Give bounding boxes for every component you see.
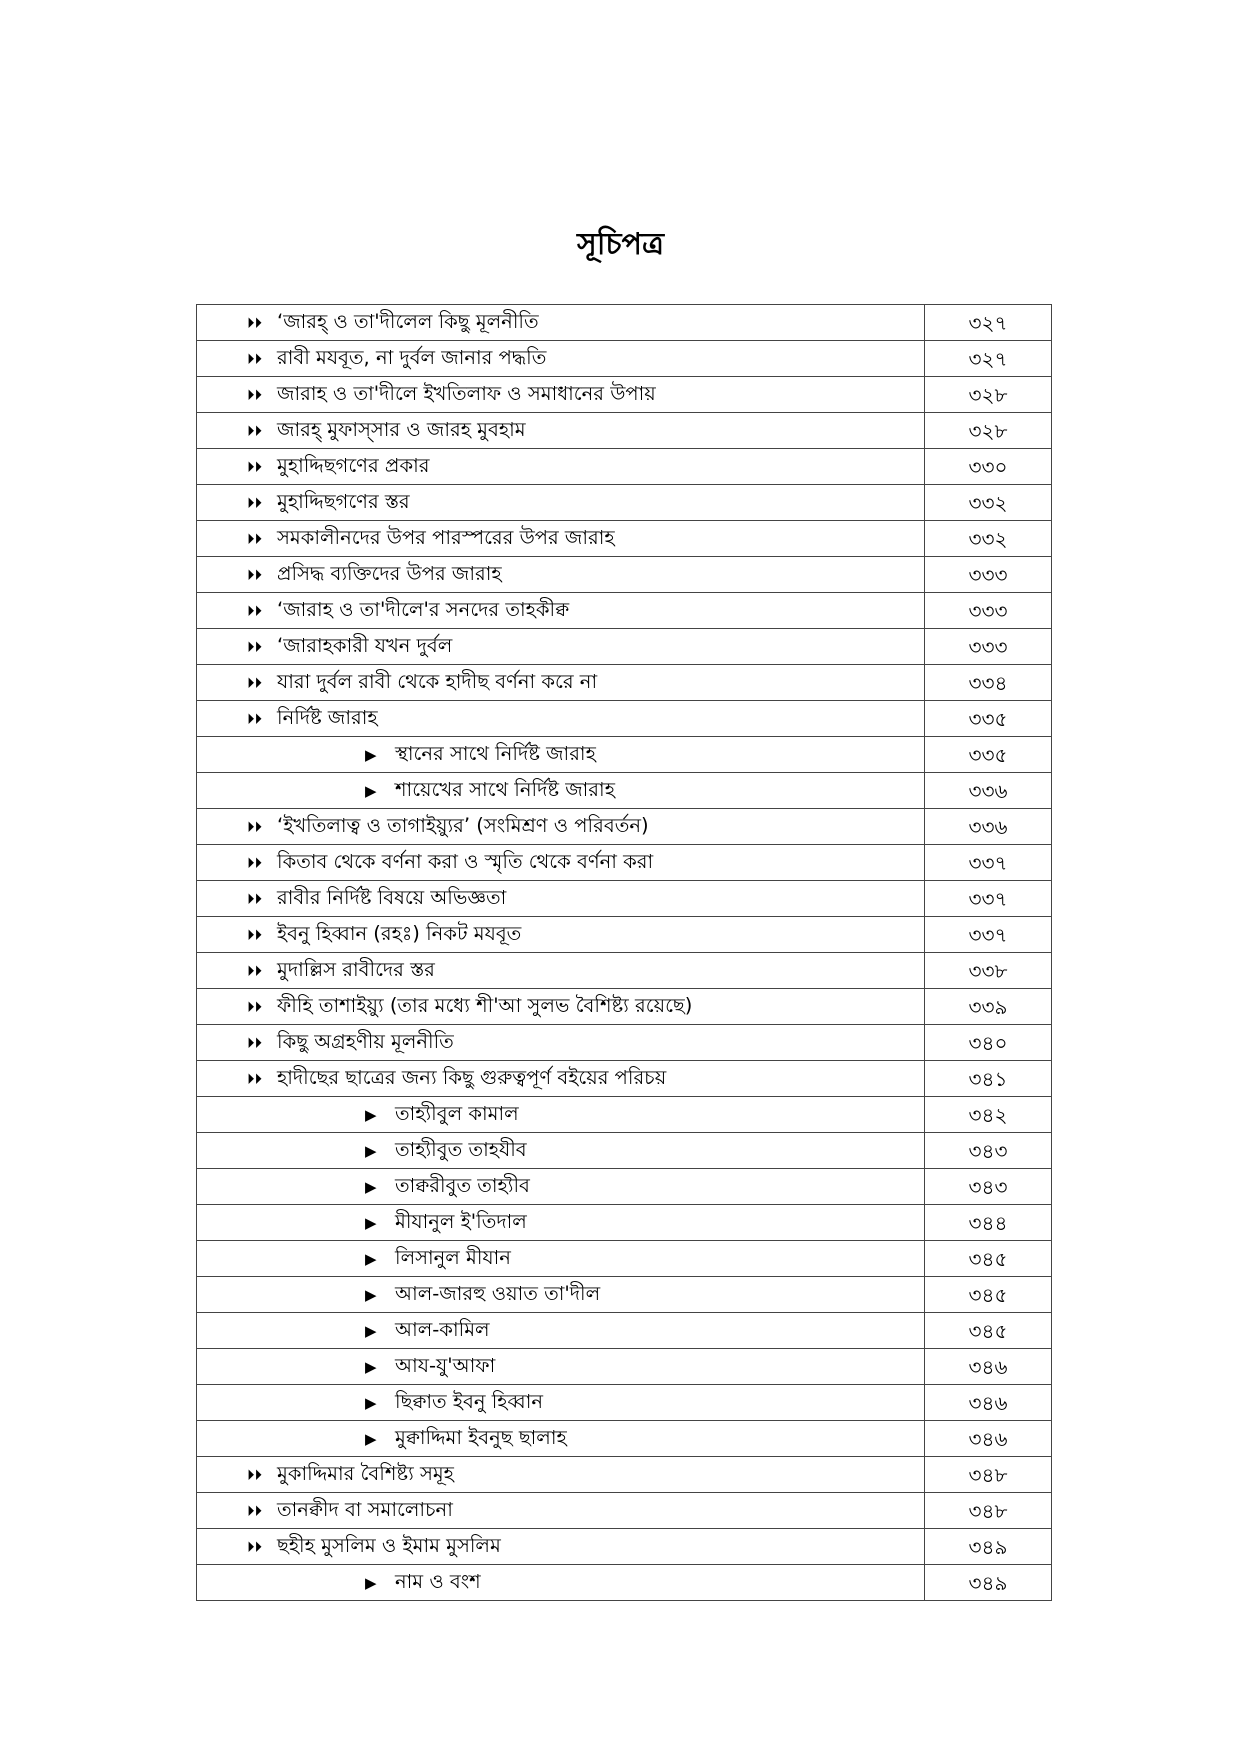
toc-sub-entry xyxy=(197,1097,519,1132)
toc-entry-cell xyxy=(197,773,925,809)
toc-main-entry xyxy=(197,1025,454,1060)
toc-row xyxy=(197,1277,1052,1313)
toc-page-number: ৩৪৯ xyxy=(925,1529,1052,1565)
toc-page-number: ৩৩৬ xyxy=(925,773,1052,809)
toc-page-number: ৩২৮ xyxy=(925,377,1052,413)
toc-sub-entry xyxy=(197,1313,490,1348)
toc-entry-title: তানক্বীদ বা সমালোচনা xyxy=(277,1498,453,1521)
toc-entry-title: রাবী মযবূত, না দুর্বল জানার পদ্ধতি xyxy=(277,346,547,369)
triangle-arrow-icon: ▶ xyxy=(365,782,377,800)
toc-sub-entry xyxy=(197,1565,481,1600)
toc-entry-title: রাবীর নির্দিষ্ট বিষয়ে অভিজ্ঞতা xyxy=(277,886,507,909)
toc-entry-cell xyxy=(197,737,925,773)
double-arrow-icon: ⏵⏵ xyxy=(247,1034,263,1052)
double-arrow-icon: ⏵⏵ xyxy=(247,350,263,368)
triangle-arrow-icon: ▶ xyxy=(365,1106,377,1124)
toc-row xyxy=(197,1565,1052,1601)
toc-entry-title: ‘জারহ্ ও তা'দীলেল কিছু মূলনীতি xyxy=(277,310,539,333)
toc-entry-cell xyxy=(197,953,925,989)
toc-entry-cell xyxy=(197,1313,925,1349)
toc-row xyxy=(197,557,1052,593)
toc-page-number: ৩৩৩ xyxy=(925,557,1052,593)
toc-entry-cell xyxy=(197,1349,925,1385)
toc-page-number: ৩৩৩ xyxy=(925,593,1052,629)
toc-row xyxy=(197,953,1052,989)
toc-entry-cell xyxy=(197,1025,925,1061)
toc-sub-entry xyxy=(197,1277,600,1312)
toc-entry-title: শায়েখের সাথে নির্দিষ্ট জারাহ xyxy=(395,778,615,801)
double-arrow-icon: ⏵⏵ xyxy=(247,1502,263,1520)
toc-sub-entry xyxy=(197,1349,495,1384)
toc-row xyxy=(197,629,1052,665)
toc-entry-title: লিসানুল মীযান xyxy=(395,1246,511,1269)
toc-row xyxy=(197,665,1052,701)
toc-entry-title: মুদাল্লিস রাবীদের স্তর xyxy=(277,958,435,981)
toc-page-number: ৩৩৪ xyxy=(925,665,1052,701)
toc-row xyxy=(197,1385,1052,1421)
toc-entry-cell xyxy=(197,593,925,629)
toc-main-entry xyxy=(197,629,452,664)
triangle-arrow-icon: ▶ xyxy=(365,1574,377,1592)
toc-entry-title: কিতাব থেকে বর্ণনা করা ও স্মৃতি থেকে বর্ণনা করা xyxy=(277,850,654,873)
toc-entry-cell xyxy=(197,809,925,845)
double-arrow-icon: ⏵⏵ xyxy=(247,494,263,512)
double-arrow-icon: ⏵⏵ xyxy=(247,530,263,548)
toc-entry-title: ছিক্বাত ইবনু হিব্বান xyxy=(395,1390,543,1413)
toc-sub-entry xyxy=(197,1133,527,1168)
toc-page-number: ৩৪৩ xyxy=(925,1133,1052,1169)
toc-entry-title: মুক্বাদ্দিমা ইবনুছ ছালাহ xyxy=(395,1426,567,1449)
toc-main-entry xyxy=(197,953,435,988)
toc-page-number: ৩৩৬ xyxy=(925,809,1052,845)
toc-entry-title: নাম ও বংশ xyxy=(395,1570,481,1593)
toc-entry-cell xyxy=(197,521,925,557)
toc-entry-cell xyxy=(197,1241,925,1277)
toc-row xyxy=(197,701,1052,737)
toc-entry-cell xyxy=(197,845,925,881)
toc-main-entry xyxy=(197,1061,666,1096)
toc-entry-cell xyxy=(197,485,925,521)
triangle-arrow-icon: ▶ xyxy=(365,1394,377,1412)
triangle-arrow-icon: ▶ xyxy=(365,746,377,764)
toc-main-entry xyxy=(197,917,521,952)
toc-entry-title: ছহীহ মুসলিম ও ইমাম মুসলিম xyxy=(277,1534,501,1557)
toc-entry-title: আল-জারহু ওয়াত তা'দীল xyxy=(395,1282,601,1305)
toc-main-entry xyxy=(197,593,569,628)
toc-page-number: ৩৪৮ xyxy=(925,1493,1052,1529)
toc-page-number: ৩৪৮ xyxy=(925,1457,1052,1493)
toc-row xyxy=(197,485,1052,521)
toc-page-number: ৩৩৯ xyxy=(925,989,1052,1025)
toc-main-entry xyxy=(197,305,539,340)
toc-entry-title: মুহাদ্দিছগণের স্তর xyxy=(277,490,410,513)
toc-main-entry xyxy=(197,485,410,520)
toc-row xyxy=(197,1457,1052,1493)
toc-row xyxy=(197,1097,1052,1133)
toc-page-number: ৩৪০ xyxy=(925,1025,1052,1061)
triangle-arrow-icon: ▶ xyxy=(365,1178,377,1196)
double-arrow-icon: ⏵⏵ xyxy=(247,602,263,620)
toc-page-number: ৩৩৮ xyxy=(925,953,1052,989)
toc-row xyxy=(197,737,1052,773)
toc-page-number: ৩৩০ xyxy=(925,449,1052,485)
toc-entry-cell xyxy=(197,1277,925,1313)
toc-entry-cell xyxy=(197,1169,925,1205)
toc-entry-cell xyxy=(197,629,925,665)
double-arrow-icon: ⏵⏵ xyxy=(247,890,263,908)
toc-entry-title: মুকাদ্দিমার বৈশিষ্ট্য সমূহ xyxy=(277,1462,454,1485)
toc-entry-title: কিছু অগ্রহণীয় মূলনীতি xyxy=(277,1030,454,1053)
toc-entry-title: আয-যু'আফা xyxy=(395,1354,496,1377)
double-arrow-icon: ⏵⏵ xyxy=(247,710,263,728)
toc-entry-title: ফীহি তাশাইয়্যু (তার মধ্যে শী'আ সুলভ বৈশিষ্ট্য রয়েছে) xyxy=(277,994,693,1017)
toc-entry-title: হাদীছের ছাত্রের জন্য কিছু গুরুত্বপূর্ণ বইয়ের পরিচয় xyxy=(277,1066,667,1089)
toc-row xyxy=(197,413,1052,449)
toc-entry-cell xyxy=(197,1385,925,1421)
toc-page-number: ৩৪৫ xyxy=(925,1277,1052,1313)
toc-page-number: ৩৩২ xyxy=(925,521,1052,557)
toc-entry-cell xyxy=(197,305,925,341)
toc-row xyxy=(197,341,1052,377)
toc-row xyxy=(197,1421,1052,1457)
toc-page-number: ৩৪১ xyxy=(925,1061,1052,1097)
toc-sub-entry xyxy=(197,737,596,772)
toc-sub-entry xyxy=(197,1385,543,1420)
toc-entry-cell xyxy=(197,701,925,737)
toc-page-number: ৩৩৭ xyxy=(925,881,1052,917)
toc-entry-cell xyxy=(197,557,925,593)
toc-entry-title: জারাহ ও তা'দীলে ইখতিলাফ ও সমাধানের উপায় xyxy=(277,382,656,405)
toc-page-number: ৩৪৪ xyxy=(925,1205,1052,1241)
toc-entry-title: ‘জারাহ ও তা'দীলে'র সনদের তাহকীক্ব xyxy=(277,598,570,621)
toc-page-number: ৩৩৫ xyxy=(925,701,1052,737)
toc-entry-cell xyxy=(197,989,925,1025)
toc-row xyxy=(197,1241,1052,1277)
toc-row xyxy=(197,1349,1052,1385)
triangle-arrow-icon: ▶ xyxy=(365,1430,377,1448)
double-arrow-icon: ⏵⏵ xyxy=(247,1466,263,1484)
toc-page-number: ৩৪২ xyxy=(925,1097,1052,1133)
toc-row xyxy=(197,305,1052,341)
toc-main-entry xyxy=(197,881,506,916)
toc-main-entry xyxy=(197,1493,453,1528)
toc-sub-entry xyxy=(197,1421,567,1456)
toc-main-entry xyxy=(197,809,649,844)
toc-entry-title: জারহ্ মুফাস্সার ও জারহ মুবহাম xyxy=(277,418,526,441)
triangle-arrow-icon: ▶ xyxy=(365,1322,377,1340)
toc-page-number: ৩২৭ xyxy=(925,341,1052,377)
double-arrow-icon: ⏵⏵ xyxy=(247,854,263,872)
triangle-arrow-icon: ▶ xyxy=(365,1142,377,1160)
toc-row xyxy=(197,377,1052,413)
toc-sub-entry xyxy=(197,1205,527,1240)
toc-entry-title: মীযানুল ই'তিদাল xyxy=(395,1210,527,1233)
toc-main-entry xyxy=(197,557,502,592)
toc-main-entry xyxy=(197,377,656,412)
toc-entry-cell xyxy=(197,1097,925,1133)
toc-row xyxy=(197,1529,1052,1565)
toc-entry-title: তাহ্যীবুত তাহযীব xyxy=(395,1138,527,1161)
toc-main-entry xyxy=(197,665,597,700)
table-of-contents xyxy=(196,304,1052,1601)
toc-entry-cell xyxy=(197,881,925,917)
double-arrow-icon: ⏵⏵ xyxy=(247,818,263,836)
toc-main-entry xyxy=(197,845,653,880)
toc-row xyxy=(197,809,1052,845)
toc-page-number: ৩৪৬ xyxy=(925,1421,1052,1457)
toc-row xyxy=(197,1205,1052,1241)
toc-page-number: ৩৩৭ xyxy=(925,917,1052,953)
double-arrow-icon: ⏵⏵ xyxy=(247,386,263,404)
toc-entry-cell xyxy=(197,917,925,953)
toc-row xyxy=(197,917,1052,953)
toc-entry-title: আল-কামিল xyxy=(395,1318,490,1341)
toc-main-entry xyxy=(197,1457,454,1492)
double-arrow-icon: ⏵⏵ xyxy=(247,962,263,980)
toc-body xyxy=(197,305,1052,1601)
toc-entry-cell xyxy=(197,1493,925,1529)
toc-entry-cell xyxy=(197,449,925,485)
double-arrow-icon: ⏵⏵ xyxy=(247,314,263,332)
toc-entry-title: তাক্বরীবুত তাহ্যীব xyxy=(395,1174,530,1197)
toc-entry-cell xyxy=(197,1421,925,1457)
double-arrow-icon: ⏵⏵ xyxy=(247,1538,263,1556)
page-title: সূচিপত্র xyxy=(577,227,664,262)
toc-main-entry xyxy=(197,449,429,484)
toc-page-number: ৩২৮ xyxy=(925,413,1052,449)
toc-entry-title: ইবনু হিব্বান (রহঃ) নিকট মযবূত xyxy=(277,922,522,945)
toc-entry-cell xyxy=(197,341,925,377)
toc-main-entry xyxy=(197,1529,501,1564)
double-arrow-icon: ⏵⏵ xyxy=(247,422,263,440)
toc-page-number: ৩৪৯ xyxy=(925,1565,1052,1601)
toc-page-number: ৩৩৩ xyxy=(925,629,1052,665)
toc-entry-cell xyxy=(197,1133,925,1169)
toc-page-number: ৩৪৩ xyxy=(925,1169,1052,1205)
toc-sub-entry xyxy=(197,773,615,808)
double-arrow-icon: ⏵⏵ xyxy=(247,998,263,1016)
toc-entry-cell xyxy=(197,1061,925,1097)
double-arrow-icon: ⏵⏵ xyxy=(247,926,263,944)
toc-page-number: ৩৩৭ xyxy=(925,845,1052,881)
double-arrow-icon: ⏵⏵ xyxy=(247,1070,263,1088)
toc-entry-title: তাহ্যীবুল কামাল xyxy=(395,1102,519,1125)
toc-row xyxy=(197,1133,1052,1169)
toc-entry-title: স্থানের সাথে নির্দিষ্ট জারাহ xyxy=(395,742,596,765)
toc-row xyxy=(197,845,1052,881)
toc-main-entry xyxy=(197,521,615,556)
triangle-arrow-icon: ▶ xyxy=(365,1358,377,1376)
toc-entry-cell xyxy=(197,413,925,449)
toc-row xyxy=(197,1169,1052,1205)
toc-entry-cell xyxy=(197,665,925,701)
double-arrow-icon: ⏵⏵ xyxy=(247,566,263,584)
triangle-arrow-icon: ▶ xyxy=(365,1214,377,1232)
double-arrow-icon: ⏵⏵ xyxy=(247,638,263,656)
toc-main-entry xyxy=(197,989,692,1024)
toc-page-number: ৩৪৬ xyxy=(925,1349,1052,1385)
toc-entry-title: প্রসিদ্ধ ব্যক্তিদের উপর জারাহ xyxy=(277,562,502,585)
toc-entry-cell xyxy=(197,1205,925,1241)
toc-entry-title: ‘ইখতিলাত্ব ও তাগাইয়্যুর’ (সংমিশ্রণ ও পরিবর্তন) xyxy=(277,814,649,837)
toc-page-number: ৩৪৫ xyxy=(925,1241,1052,1277)
toc-row xyxy=(197,1313,1052,1349)
toc-row xyxy=(197,773,1052,809)
toc-page-number: ৩৩৫ xyxy=(925,737,1052,773)
toc-row xyxy=(197,593,1052,629)
toc-entry-title: নির্দিষ্ট জারাহ xyxy=(277,706,378,729)
toc-row xyxy=(197,1061,1052,1097)
toc-entry-cell xyxy=(197,1529,925,1565)
triangle-arrow-icon: ▶ xyxy=(365,1250,377,1268)
double-arrow-icon: ⏵⏵ xyxy=(247,458,263,476)
toc-row xyxy=(197,881,1052,917)
toc-entry-cell xyxy=(197,1565,925,1601)
toc-page-number: ৩৩২ xyxy=(925,485,1052,521)
toc-page-number: ৩২৭ xyxy=(925,305,1052,341)
double-arrow-icon: ⏵⏵ xyxy=(247,674,263,692)
toc-row xyxy=(197,449,1052,485)
triangle-arrow-icon: ▶ xyxy=(365,1286,377,1304)
toc-row xyxy=(197,521,1052,557)
toc-entry-cell xyxy=(197,1457,925,1493)
toc-main-entry xyxy=(197,413,526,448)
toc-row xyxy=(197,989,1052,1025)
toc-entry-title: ‘জারাহকারী যখন দুর্বল xyxy=(277,634,453,657)
toc-page-number: ৩৪৬ xyxy=(925,1385,1052,1421)
toc-row xyxy=(197,1493,1052,1529)
toc-sub-entry xyxy=(197,1169,530,1204)
toc-main-entry xyxy=(197,701,378,736)
toc-page-number: ৩৪৫ xyxy=(925,1313,1052,1349)
toc-entry-title: সমকালীনদের উপর পারস্পরের উপর জারাহ xyxy=(277,526,615,549)
toc-main-entry xyxy=(197,341,546,376)
toc-entry-cell xyxy=(197,377,925,413)
toc-row xyxy=(197,1025,1052,1061)
toc-sub-entry xyxy=(197,1241,511,1276)
toc-entry-title: মুহাদ্দিছগণের প্রকার xyxy=(277,454,430,477)
toc-entry-title: যারা দুর্বল রাবী থেকে হাদীছ বর্ণনা করে না xyxy=(277,670,598,693)
